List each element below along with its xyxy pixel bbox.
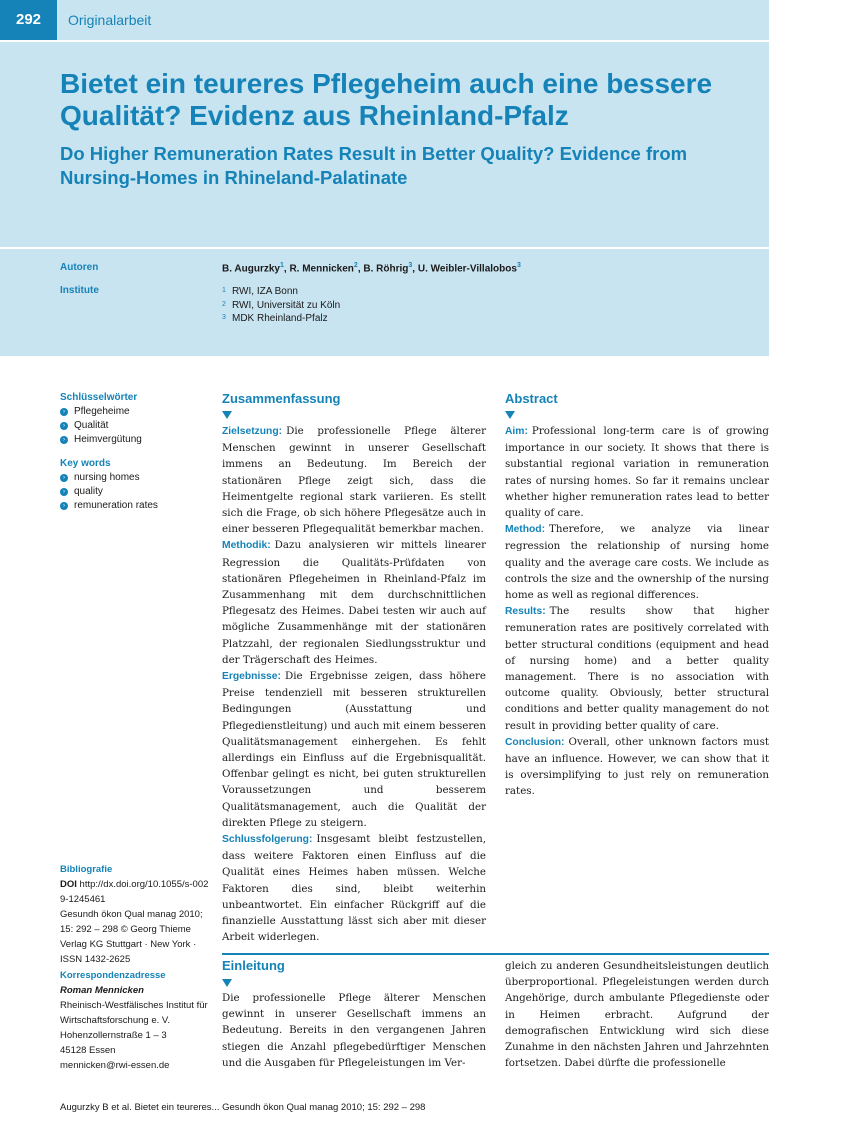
section-label-results: Results: <box>505 606 546 618</box>
paragraph-text: Overall, other unknown factors must have an influence. However, we can show that it is oversimplifying to just rely on remuneration rates. <box>505 735 769 798</box>
title-english: Do Higher Remuneration Rates Result in Better Quality? Evidence from Nursing-Homes in Rhineland-Palatinate <box>60 143 688 188</box>
author-separator: , <box>412 263 418 275</box>
triangle-down-icon <box>505 411 515 419</box>
triangle-down-icon <box>222 411 232 419</box>
paragraph-text: Professional long-term care is of growing importance in our society. It shows that there is substantial regional variation in remuneration rates of nursing homes. So far it remains unclear whether higher remuneration rates lead to better quality of care. <box>505 425 769 520</box>
abstract-paragraph <box>505 734 769 800</box>
abstract-paragraph <box>222 423 486 537</box>
institute-item <box>222 312 340 326</box>
einleitung-rule <box>222 953 769 955</box>
doi-link[interactable]: http://dx.doi.org/10.1055/s-0029-1245461 <box>60 879 209 905</box>
section-label-ergebnisse: Ergebnisse: <box>222 671 281 683</box>
author-affiliation: 3 <box>408 262 413 269</box>
section-label-methodik: Methodik: <box>222 540 271 552</box>
address-line: Hohenzollernstraße 1 – 3 <box>60 1030 167 1041</box>
paragraph-text: Die Ergebnisse zeigen, dass höhere Preise tendenziell mit besseren strukturellen Bedingungen (Ausstattung und Pflegedienstleitung) und auch mit einem besseren Qualitätsmanagement einhergehen. Es fehlt allerdings ein Einfluss auf die Ergebnisqualität. Offenbar gelingt es nicht, bei guten strukturellen Voraussetzungen und besserem Qualitätsmanagement, auch die Qualität der direkten Pflege zu steigern. <box>222 670 486 829</box>
author-list <box>222 262 521 274</box>
keyword-text: Pflegeheime <box>74 406 130 417</box>
institute-number: 2 <box>222 300 226 308</box>
doi-line <box>60 877 210 907</box>
title-german: Bietet ein teureres Pflegeheim auch eine bessere Qualität? Evidenz aus Rheinland-Pfalz <box>60 68 713 131</box>
section-label-aim: Aim: <box>505 426 528 437</box>
bullet-arrow-icon: › <box>60 408 68 416</box>
abstract-heading: Abstract <box>505 391 558 406</box>
zusammenfassung-heading: Zusammenfassung <box>222 391 341 406</box>
institute-list <box>222 285 340 326</box>
address-line: 45128 Essen <box>60 1045 116 1056</box>
keyword-item <box>60 419 142 433</box>
author: B. Augurzky <box>222 263 280 275</box>
institutes-label: Institute <box>60 285 99 296</box>
institute-number: 3 <box>222 314 226 321</box>
institute-name: RWI, IZA Bonn <box>232 286 298 297</box>
author-affiliation: 3 <box>516 262 521 269</box>
keyword-text: remuneration rates <box>74 500 158 511</box>
address-line: Rheinisch-Westfälisches Institut für Wirtschaftsforschung e. V. <box>60 1000 208 1026</box>
korrespondenz-block <box>60 968 210 1073</box>
page-number: 292 <box>0 0 57 40</box>
keywords-en-list <box>60 471 158 513</box>
abstract-paragraph <box>222 831 486 945</box>
keywords-de-list <box>60 405 142 447</box>
keyword-text: Qualität <box>74 420 109 431</box>
abstract-paragraph <box>222 537 486 668</box>
paragraph-text: Therefore, we analyze via linear regression the relationship of nursing home quality and the average care costs. We include as controls the size and the ownership of the nursing home as well as regional differences. <box>505 523 769 602</box>
correspondent-name: Roman Mennicken <box>60 985 144 996</box>
paragraph-text: Die professionelle Pflege älterer Menschen gewinnt in unserer Gesellschaft immens an Bedeutung. Im Bereich der stationären Pflege zeigt sich, dass die Heimentgelte regional stark variieren. Es stellt sich die Frage, ob sich höhere Pflegesätze auch in einer besseren Pflegequalität bemerkbar machen. <box>222 425 486 536</box>
section-label-zielsetzung: Zielsetzung: <box>222 426 283 437</box>
einleitung-col2 <box>505 958 769 1071</box>
bullet-arrow-icon: › <box>60 422 68 430</box>
korrespondenz-heading: Korrespondenzadresse <box>60 970 166 981</box>
abstract-paragraph <box>505 521 769 603</box>
institute-item <box>222 285 340 299</box>
institute-name: RWI, Universität zu Köln <box>232 299 341 311</box>
section-label: Originalarbeit <box>68 12 152 28</box>
abstract-paragraph <box>222 668 486 831</box>
abstract-body <box>505 423 769 800</box>
keyword-text: Heimvergütung <box>74 434 142 445</box>
bullet-arrow-icon: › <box>60 488 68 496</box>
keywords-de-heading: Schlüsselwörter <box>60 392 138 403</box>
paragraph-text: gleich zu anderen Gesundheitsleistungen deutlich überproportional. Pflegeleistungen werden durch Angehörige, durch ambulante Pflegedienste oder in Heimen erbracht. Aufgrund der demografischen Entwicklung wird sich diese Zunahme in den nächsten Jahren und Jahrzehnten fortsetzen. Dabei dürfte die professionelle <box>505 960 769 1070</box>
section-label-conclusion: Conclusion: <box>505 736 565 748</box>
institute-name: MDK Rheinland-Pfalz <box>232 313 328 324</box>
section-label-schlussfolgerung: Schlussfolgerung: <box>222 834 313 846</box>
citation-text: Gesundh ökon Qual manag 2010; 15: 292 – 298 © Georg Thieme Verlag KG Stuttgart · New York · ISSN 1432-2625 <box>60 909 203 965</box>
bullet-arrow-icon: › <box>60 502 68 510</box>
paragraph-text: Die professionelle Pflege älterer Menschen gewinnt in unserer Gesellschaft immens an Bedeutung. Bereits in den vergangenen Jahren stiegen die Anzahl pflegebedürftiger Menschen und die Ausgaben für Pflegeleistungen im Ver- <box>222 992 486 1069</box>
bibliografie-heading: Bibliografie <box>60 864 113 875</box>
keyword-item <box>60 405 142 419</box>
keyword-item <box>60 485 158 499</box>
keyword-text: quality <box>74 486 103 497</box>
bullet-arrow-icon: › <box>60 474 68 482</box>
author: B. Röhrig <box>363 263 409 275</box>
authors-label: Autoren <box>60 262 99 273</box>
einleitung-heading: Einleitung <box>222 958 285 973</box>
institute-item <box>222 299 340 313</box>
author: U. Weibler-Villalobos <box>417 263 517 275</box>
email-link[interactable]: mennicken@rwi-essen.de <box>60 1060 170 1071</box>
author-affiliation: 2 <box>353 262 358 269</box>
paragraph-text: Insgesamt bleibt festzustellen, dass weitere Faktoren einen Einfluss auf die Qualität eines Heimes haben müssen. Welche Faktoren dies sind, bleibt weiterhin unbeantwortet. Ein einfacher Rückgriff auf die finanzielle Ausstattung lässt sich aber mit dieser Arbeit widerlegen. <box>222 833 486 944</box>
triangle-down-icon <box>222 979 232 987</box>
keyword-item <box>60 433 142 447</box>
keyword-item <box>60 471 158 485</box>
paragraph-text: Dazu analysieren wir mittels linearer Regression die Qualitäts-Prüfdaten von stationären Pflegeheimen in Rheinland-Pfalz im Zusammenhang mit dem durchschnittlichen Pflegesatz des Heimes. Dabei testen wir auch auf mögliche Zusammenhänge mit der stationären Platzzahl, der regionalen Siedlungsstruktur und der Trägerschaft des Heimes. <box>222 539 486 666</box>
einleitung-col1 <box>222 990 486 1071</box>
zusammenfassung-body <box>222 423 486 946</box>
page-footer: Augurzky B et al. Bietet ein teureres... Gesundh ökon Qual manag 2010; 15: 292 – 298 <box>60 1102 426 1113</box>
keyword-item <box>60 499 158 513</box>
institute-number: 1 <box>222 287 226 294</box>
author-separator: , <box>357 263 364 275</box>
abstract-paragraph <box>505 603 769 734</box>
section-label-method: Method: <box>505 524 546 536</box>
author-separator: , <box>283 263 290 275</box>
doi-label: DOI <box>60 879 77 890</box>
paragraph-text: The results show that higher remuneration rates are positively correlated with better structural conditions (equipment and head of nursing home) and a better quality management. There is no association with outcome quality. Obviously, better structural conditions and better quality management do not result in providing better quality of care. <box>505 605 769 732</box>
keyword-text: nursing homes <box>74 472 140 483</box>
bibliografie-block <box>60 862 210 967</box>
abstract-paragraph <box>505 423 769 521</box>
bullet-arrow-icon: › <box>60 436 68 444</box>
keywords-en-heading: Key words <box>60 458 111 469</box>
author: R. Mennicken <box>289 263 354 275</box>
author-affiliation: 1 <box>279 262 284 269</box>
